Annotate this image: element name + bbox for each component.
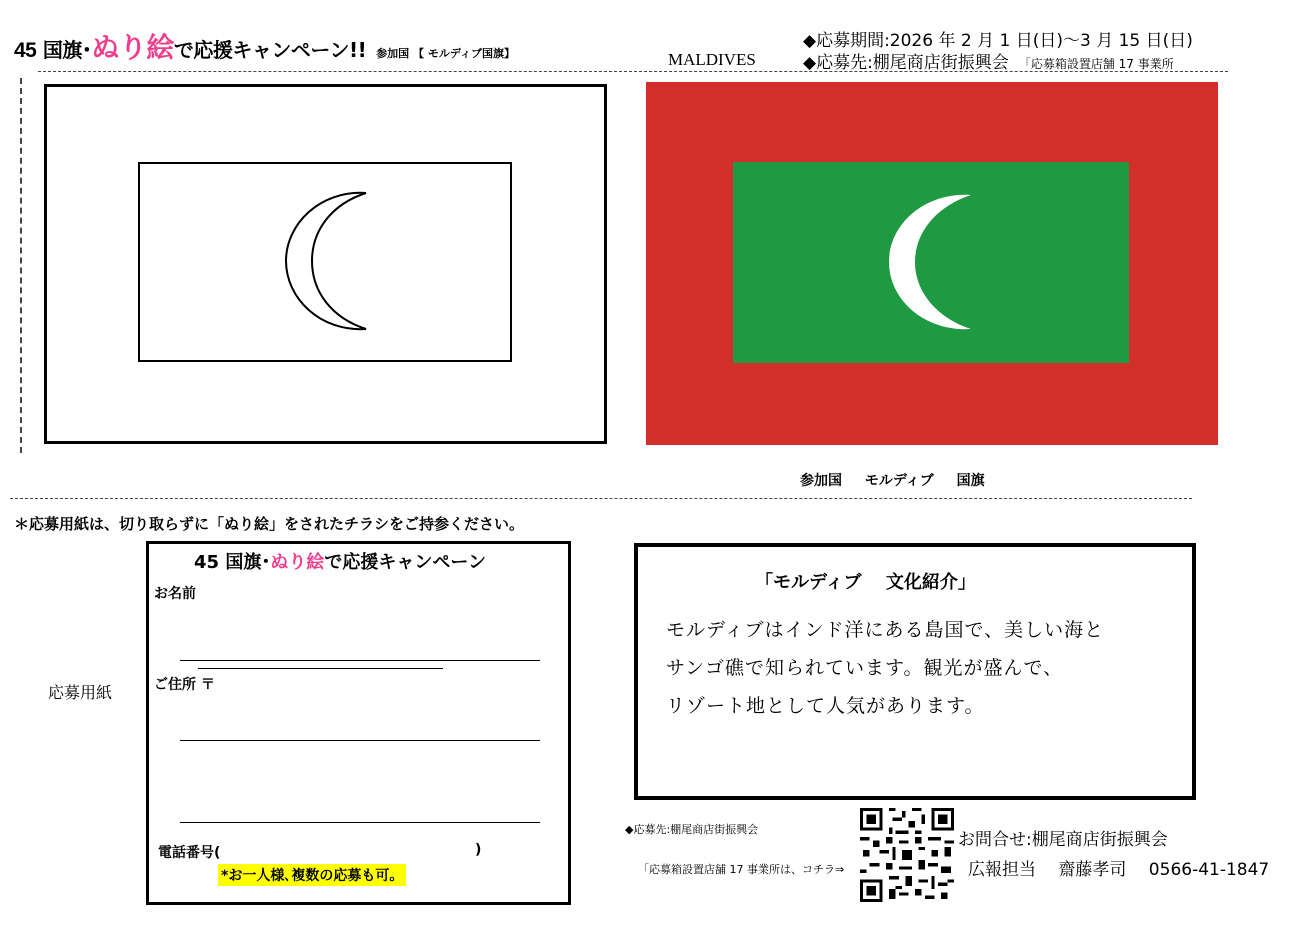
entry-note: ＊応募用紙は、切り取らずに「ぬり絵」をされたチラシをご持参ください。	[14, 515, 525, 533]
address-field-1[interactable]	[180, 740, 540, 741]
maldives-crescent-icon	[885, 192, 975, 332]
cut-line-left	[20, 78, 22, 453]
address-field-2[interactable]	[180, 822, 540, 823]
qr-code-icon[interactable]	[860, 808, 954, 902]
cut-line-middle	[10, 498, 1192, 499]
footer-boxes-note: 「応募箱設置店舗 17 事業所は、コチラ⇒	[638, 863, 845, 876]
participant-tag: 参加国 【 モルディブ国旗】	[376, 47, 515, 60]
phone-close: )	[475, 842, 482, 858]
coloring-crescent-icon	[280, 190, 370, 332]
entry-period: ◆応募期間:2026 年 2 月 1 日(日)～3 月 15 日(日)	[803, 31, 1193, 51]
destination-note: 「応募箱設置店舗 17 事業所	[1018, 57, 1174, 71]
footer-destination: ◆応募先:棚尾商店街振興会	[625, 823, 759, 836]
contact-info: お問合せ:棚尾商店街振興会	[958, 830, 1168, 850]
name-label: お名前	[154, 586, 196, 602]
flag-caption: 参加国 モルディブ 国旗	[800, 473, 985, 489]
culture-text	[666, 611, 1181, 725]
entry-destination: ◆応募先:棚尾商店街振興会 「応募箱設置店舗 17 事業所	[803, 53, 1174, 73]
name-underline	[198, 668, 443, 669]
form-side-label: 応募用紙	[48, 683, 113, 702]
culture-line: リゾート地として人気があります。	[666, 695, 985, 717]
postal-mark: 〒	[200, 677, 215, 693]
culture-title: 「モルディブ 文化紹介」	[755, 572, 976, 593]
phone-label: 電話番号(	[158, 845, 221, 861]
country-name-en: MALDIVES	[668, 50, 756, 69]
form-title: 45 国旗･ぬり絵で応援キャンペーン	[194, 552, 486, 573]
culture-line: サンゴ礁で知られています。観光が盛んで、	[666, 657, 1064, 679]
title-highlight: ぬり絵	[91, 31, 174, 64]
address-label: ご住所 〒	[154, 677, 215, 693]
campaign-title: 45 国旗･ぬり絵で応援キャンペーン!! 参加国 【 モルディブ国旗】	[14, 31, 515, 64]
culture-line: モルディブはインド洋にある島国で、美しい海と	[666, 619, 1105, 641]
name-field[interactable]	[180, 660, 540, 661]
multiple-entry-note: *お一人様､複数の応募も可。	[218, 864, 406, 886]
contact-staff: 広報担当 齋藤孝司 0566-41-1847	[968, 860, 1270, 880]
cut-line-top	[38, 71, 1228, 72]
